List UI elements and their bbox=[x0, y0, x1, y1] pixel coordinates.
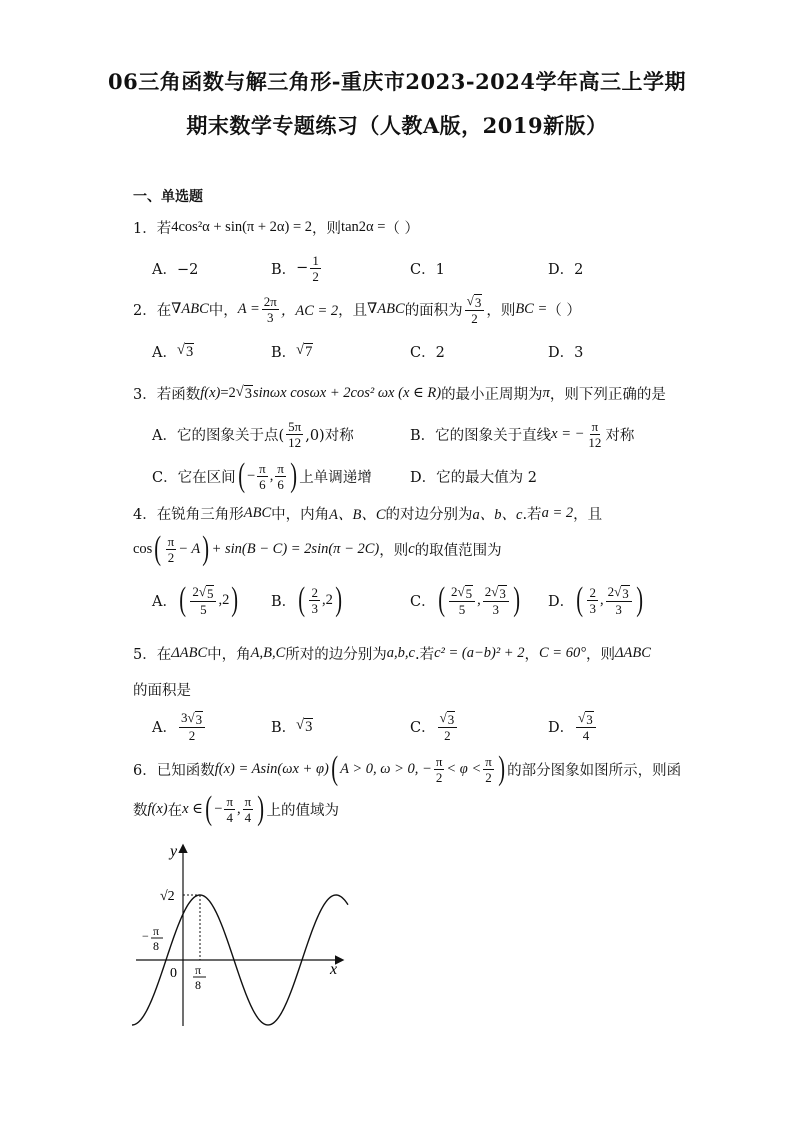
frac-den: 2 bbox=[471, 310, 478, 326]
right-den-label: 8 bbox=[195, 978, 201, 992]
q2-mid2: ，且 bbox=[338, 302, 368, 319]
q3-option-c: C．它在区间 ( − $\frac{\pi}{6}$ , $\frac{\pi}{6}$ ) 上单调递增 bbox=[152, 457, 372, 494]
q4-option-d-label: D． bbox=[548, 593, 575, 610]
q2-angle-fraction bbox=[262, 294, 279, 325]
question-5-line2: 的面积是 bbox=[133, 682, 191, 699]
question-6: 6．已知函数 f(x) = Asin(ωx + φ) ( A > 0, ω > 0, − $\frac{\pi}{2}$ < φ < $\frac{\pi}{2}$ ) 的部分图象如图所示，则函 bbox=[133, 750, 682, 787]
question-2 bbox=[133, 292, 581, 326]
frac-den: 2 bbox=[312, 268, 319, 284]
q4-option-b: B． ( $\frac{2}{3}$ , 2 ) bbox=[271, 581, 342, 618]
question-3 bbox=[133, 376, 666, 410]
q4-part4: .若 bbox=[522, 506, 542, 523]
radicand: 3 bbox=[185, 343, 194, 360]
frac-den: 3 bbox=[311, 600, 318, 616]
frac-num: 2 bbox=[311, 584, 318, 600]
q5-triangle: ΔABC bbox=[171, 644, 208, 661]
q5-part5: ， bbox=[524, 646, 539, 663]
q2-area-fraction bbox=[465, 293, 485, 326]
frac-den: 4 bbox=[582, 727, 590, 743]
doc-title-line1: 06三角函数与解三角形-重庆市2023-2024学年高三上学期 bbox=[107, 69, 687, 94]
fraction bbox=[309, 585, 320, 616]
q3-end2: ，则下列正确的是 bbox=[549, 386, 666, 403]
q2-mid3: 的面积为 bbox=[404, 302, 463, 319]
coef: 2 bbox=[450, 583, 458, 599]
fraction bbox=[286, 419, 303, 450]
q4-option-a-label: A． bbox=[152, 593, 177, 610]
q4-part1: 4．在锐角三角形 bbox=[133, 506, 244, 523]
q5-part6: ，则 bbox=[586, 646, 615, 663]
frac-den: 3 bbox=[615, 601, 622, 617]
q1-expression: 4cos²α + sin(π + 2α) = 2 bbox=[171, 218, 313, 235]
q2-angle-a: A = bbox=[237, 300, 260, 317]
y-axis-label: y bbox=[170, 843, 178, 860]
q5-part2: 中，角 bbox=[207, 646, 251, 663]
q3-option-b-eq: x = − bbox=[551, 425, 585, 442]
max-value-label: √2 bbox=[160, 889, 175, 904]
fraction: √ 3 2 bbox=[438, 710, 458, 743]
q1-prefix: 1．若 bbox=[133, 220, 172, 237]
q1-option-b-sign: − bbox=[296, 260, 309, 276]
q5-option-d bbox=[548, 706, 598, 746]
q6-line2-end: 上的值域为 bbox=[266, 802, 340, 819]
frac-num: 1 bbox=[312, 252, 319, 268]
q4-mid: ，则 bbox=[379, 542, 409, 559]
sqrt: √ 3 bbox=[296, 716, 313, 735]
q4-c: c bbox=[408, 540, 415, 557]
q6-cond1: A > 0, ω > 0, − bbox=[340, 760, 432, 777]
coef: 2 bbox=[607, 583, 615, 599]
q5-part1: 5．在 bbox=[133, 646, 172, 663]
q4-part3: 的对边分别为 bbox=[385, 506, 473, 523]
q3-option-b-pre: B．它的图象关于直线 bbox=[410, 427, 552, 444]
frac-num: π bbox=[591, 418, 599, 434]
fraction bbox=[586, 419, 603, 450]
q3-option-a bbox=[152, 414, 354, 454]
q6-part2: 的部分图象如图所示，则函 bbox=[507, 762, 682, 779]
q3-option-b bbox=[410, 414, 634, 454]
q3-pi: π bbox=[542, 384, 550, 401]
q2-option-b bbox=[271, 331, 313, 371]
frac-num: π bbox=[226, 793, 234, 809]
q4-option-b-right: 2 bbox=[325, 591, 333, 608]
question-4 bbox=[133, 496, 602, 530]
q6-cond2: < φ < bbox=[446, 760, 482, 777]
radicand: 3 bbox=[499, 585, 506, 601]
frac-num: π bbox=[435, 753, 443, 769]
frac-den: 3 bbox=[589, 600, 596, 616]
radicand: 3 bbox=[305, 718, 313, 735]
frac-den: 4 bbox=[244, 809, 252, 825]
fraction: √ 3 4 bbox=[576, 710, 596, 743]
question-5 bbox=[133, 636, 651, 670]
q3-end: 的最小正周期为 bbox=[441, 386, 543, 403]
q4-part2: 中，内角 bbox=[271, 506, 330, 523]
q4-option-d: D． ( $\frac{2}{3}$ , 2√ 3 3 ) bbox=[548, 581, 643, 618]
frac-den: 4 bbox=[226, 809, 233, 825]
q5-sides: a,b,c bbox=[386, 644, 415, 661]
frac-den: 2 bbox=[444, 727, 451, 743]
frac-den: 5 bbox=[458, 601, 466, 617]
q4-option-c-label: C． bbox=[410, 593, 436, 610]
q1-option-a: A．−2 bbox=[152, 261, 199, 278]
frac-den: 5 bbox=[200, 601, 207, 617]
frac-num: 2 bbox=[589, 584, 596, 600]
q2-option-b-label: B． bbox=[271, 344, 297, 361]
sqrt: √ 3 bbox=[176, 341, 194, 360]
q3-fx: f(x) bbox=[200, 384, 221, 401]
q4-sides: a、b、c bbox=[472, 506, 523, 523]
fraction bbox=[224, 794, 235, 825]
frac-den: 6 bbox=[277, 476, 284, 492]
sqrt: √ 7 bbox=[296, 341, 313, 360]
q2-end: ，则 bbox=[486, 302, 516, 319]
right-pi-label: π bbox=[195, 963, 202, 977]
q6-line2-a: 数 bbox=[133, 802, 148, 819]
q4-option-c: C． ( 2√ 5 5 , 2√ 3 3 ) bbox=[410, 581, 520, 618]
q5-angles: A,B,C bbox=[250, 644, 286, 661]
frac-den: 2 bbox=[485, 769, 492, 785]
left-minus-sign: − bbox=[142, 929, 149, 943]
frac-den: 3 bbox=[267, 309, 274, 325]
radicand: 5 bbox=[206, 585, 214, 601]
coef: 3 bbox=[180, 709, 188, 725]
q5-part4: .若 bbox=[414, 646, 435, 663]
radicand: 3 bbox=[586, 711, 593, 727]
q5-part3: 所对的边分别为 bbox=[285, 646, 387, 663]
doc-title-line2: 期末数学专题练习（人教A版，2019新版） bbox=[186, 113, 608, 138]
q6-line2-x: x ∈ bbox=[182, 800, 203, 817]
q5-triangle-2: ΔABC bbox=[615, 644, 651, 661]
q2-bc: BC = bbox=[515, 300, 548, 317]
fraction bbox=[483, 754, 494, 785]
q1-option-c: C．1 bbox=[410, 261, 445, 278]
q5-option-c bbox=[410, 706, 459, 746]
q4-option-a: A． ( 2√ 5 5 , 2 ) bbox=[152, 581, 239, 618]
q3-expr2: sinωx cosωx + 2cos² ωx (x ∈ R) bbox=[253, 384, 442, 401]
q5-option-b-label: B． bbox=[271, 719, 297, 736]
sine-graph bbox=[120, 836, 360, 1036]
q3-expr: =2 bbox=[220, 384, 236, 401]
q1-option-d: D．2 bbox=[548, 261, 584, 278]
q6-line2-b: 在 bbox=[167, 802, 183, 819]
q2-mid1: 中， bbox=[208, 302, 238, 319]
q2-option-a-label: A． bbox=[152, 344, 177, 361]
q1-option-b bbox=[271, 248, 323, 288]
q1-mid: ，则 bbox=[312, 220, 342, 237]
q5-option-c-label: C． bbox=[410, 719, 436, 736]
q4-abc: ABC bbox=[243, 504, 272, 521]
q4-option-a-right: 2 bbox=[222, 591, 230, 608]
frac-num: π bbox=[277, 460, 284, 476]
q3-option-d: D．它的最大值为 2 bbox=[410, 469, 537, 486]
x-axis-label: x bbox=[330, 961, 338, 978]
frac-num: π bbox=[244, 793, 252, 809]
q6-line2-fx: f(x) bbox=[147, 800, 168, 817]
q5-option-a bbox=[152, 706, 207, 746]
radicand: 3 bbox=[622, 585, 629, 601]
fraction bbox=[166, 534, 177, 565]
fraction: 2√ 3 3 bbox=[606, 584, 632, 617]
radicand: 3 bbox=[474, 294, 482, 310]
fraction bbox=[243, 794, 254, 825]
q2-blank: （ ） bbox=[547, 302, 581, 319]
origin-label: 0 bbox=[170, 966, 177, 981]
question-1 bbox=[133, 210, 419, 244]
frac-den: 12 bbox=[288, 434, 302, 450]
frac-den: 6 bbox=[259, 476, 266, 492]
sqrt: √ 3 bbox=[235, 383, 253, 402]
q4-minus-a: − A bbox=[178, 540, 201, 557]
q2-option-c: C．2 bbox=[410, 344, 445, 361]
q3-option-c-pre: C．它在区间 bbox=[152, 469, 236, 486]
radicand: 3 bbox=[244, 385, 253, 402]
q4-end: 的取值范围为 bbox=[414, 542, 502, 559]
q6-part1: 6．已知函数 bbox=[133, 762, 215, 779]
frac-den: 12 bbox=[588, 434, 602, 450]
coef: 2 bbox=[484, 583, 492, 599]
frac-den: 2 bbox=[167, 549, 175, 565]
radicand: 3 bbox=[447, 711, 455, 727]
frac-num: π bbox=[259, 460, 266, 476]
q1-option-b-fraction bbox=[310, 253, 321, 284]
q1-blank: （ ） bbox=[385, 220, 420, 237]
sqrt: √ 3 bbox=[466, 292, 482, 310]
fraction bbox=[434, 754, 445, 785]
coef: 2 bbox=[192, 583, 199, 599]
frac-num: 2π bbox=[263, 293, 277, 309]
radicand: 3 bbox=[195, 711, 203, 727]
fraction bbox=[257, 461, 268, 492]
q3-option-a-post: ,0)对称 bbox=[305, 427, 354, 444]
fraction: 2√ 5 5 bbox=[190, 584, 216, 617]
q2-triangle: ∇ABC bbox=[171, 300, 209, 317]
q4-option-b-label: B． bbox=[271, 593, 297, 610]
q4-a-eq: a = 2 bbox=[541, 504, 574, 521]
q2-option-a bbox=[152, 331, 194, 371]
fraction: 2√ 3 3 bbox=[483, 584, 509, 617]
q2-ac: ，AC = 2 bbox=[280, 302, 339, 319]
left-pi-label: π bbox=[153, 924, 160, 938]
section-heading: 一、单选题 bbox=[133, 189, 203, 205]
q5-option-a-label: A． bbox=[152, 719, 177, 736]
frac-den: 2 bbox=[188, 727, 196, 743]
frac-num: 5π bbox=[288, 418, 302, 434]
question-6-line2: 数 f(x) 在 x ∈ ( − $\frac{\pi}{4}$ , $\frac{\pi}{4}$ ) 上的值域为 bbox=[133, 790, 340, 827]
frac-den: 3 bbox=[492, 601, 500, 617]
fraction bbox=[275, 461, 286, 492]
question-4-line2: cos ( $\frac{\pi}{2}$ − A ) + sin(B − C) = 2sin(π − 2C) ，则 c 的取值范围为 bbox=[133, 530, 502, 567]
q4-cos: cos bbox=[133, 540, 153, 557]
fraction bbox=[587, 585, 598, 616]
q2-triangle-2: ∇ABC bbox=[367, 300, 405, 317]
fraction: 2√ 5 5 bbox=[449, 584, 475, 617]
frac-num: π bbox=[485, 753, 492, 769]
fraction: 3√ 3 2 bbox=[179, 710, 205, 743]
radicand: 5 bbox=[465, 585, 473, 601]
q3-option-b-post: 对称 bbox=[605, 427, 635, 444]
q3-option-c-post: 上单调递增 bbox=[299, 469, 372, 486]
radicand: 7 bbox=[305, 343, 313, 360]
q4-rest: + sin(B − C) = 2sin(π − 2C) bbox=[211, 540, 380, 557]
q2-prefix: 2．在 bbox=[133, 302, 172, 319]
q5-option-b bbox=[271, 706, 313, 746]
frac-den: 2 bbox=[435, 769, 443, 785]
q2-option-d: D．3 bbox=[548, 344, 584, 361]
q1-option-b-label: B． bbox=[271, 261, 297, 278]
q5-condition: c² = (a−b)² + 2 bbox=[434, 644, 525, 661]
q5-option-d-label: D． bbox=[548, 719, 575, 736]
q3-option-a-pre: A．它的图象关于点( bbox=[152, 427, 285, 444]
left-den-label: 8 bbox=[153, 939, 159, 953]
q3-prefix: 3．若函数 bbox=[133, 386, 201, 403]
q4-angles: A、B、C bbox=[329, 506, 386, 523]
frac-num: π bbox=[167, 533, 175, 549]
q6-fx: f(x) = Asin(ωx + φ) bbox=[214, 760, 329, 777]
q1-target: tan2α = bbox=[341, 218, 386, 235]
q4-part5: ，且 bbox=[573, 506, 603, 523]
q5-c-angle: C = 60° bbox=[538, 644, 586, 661]
